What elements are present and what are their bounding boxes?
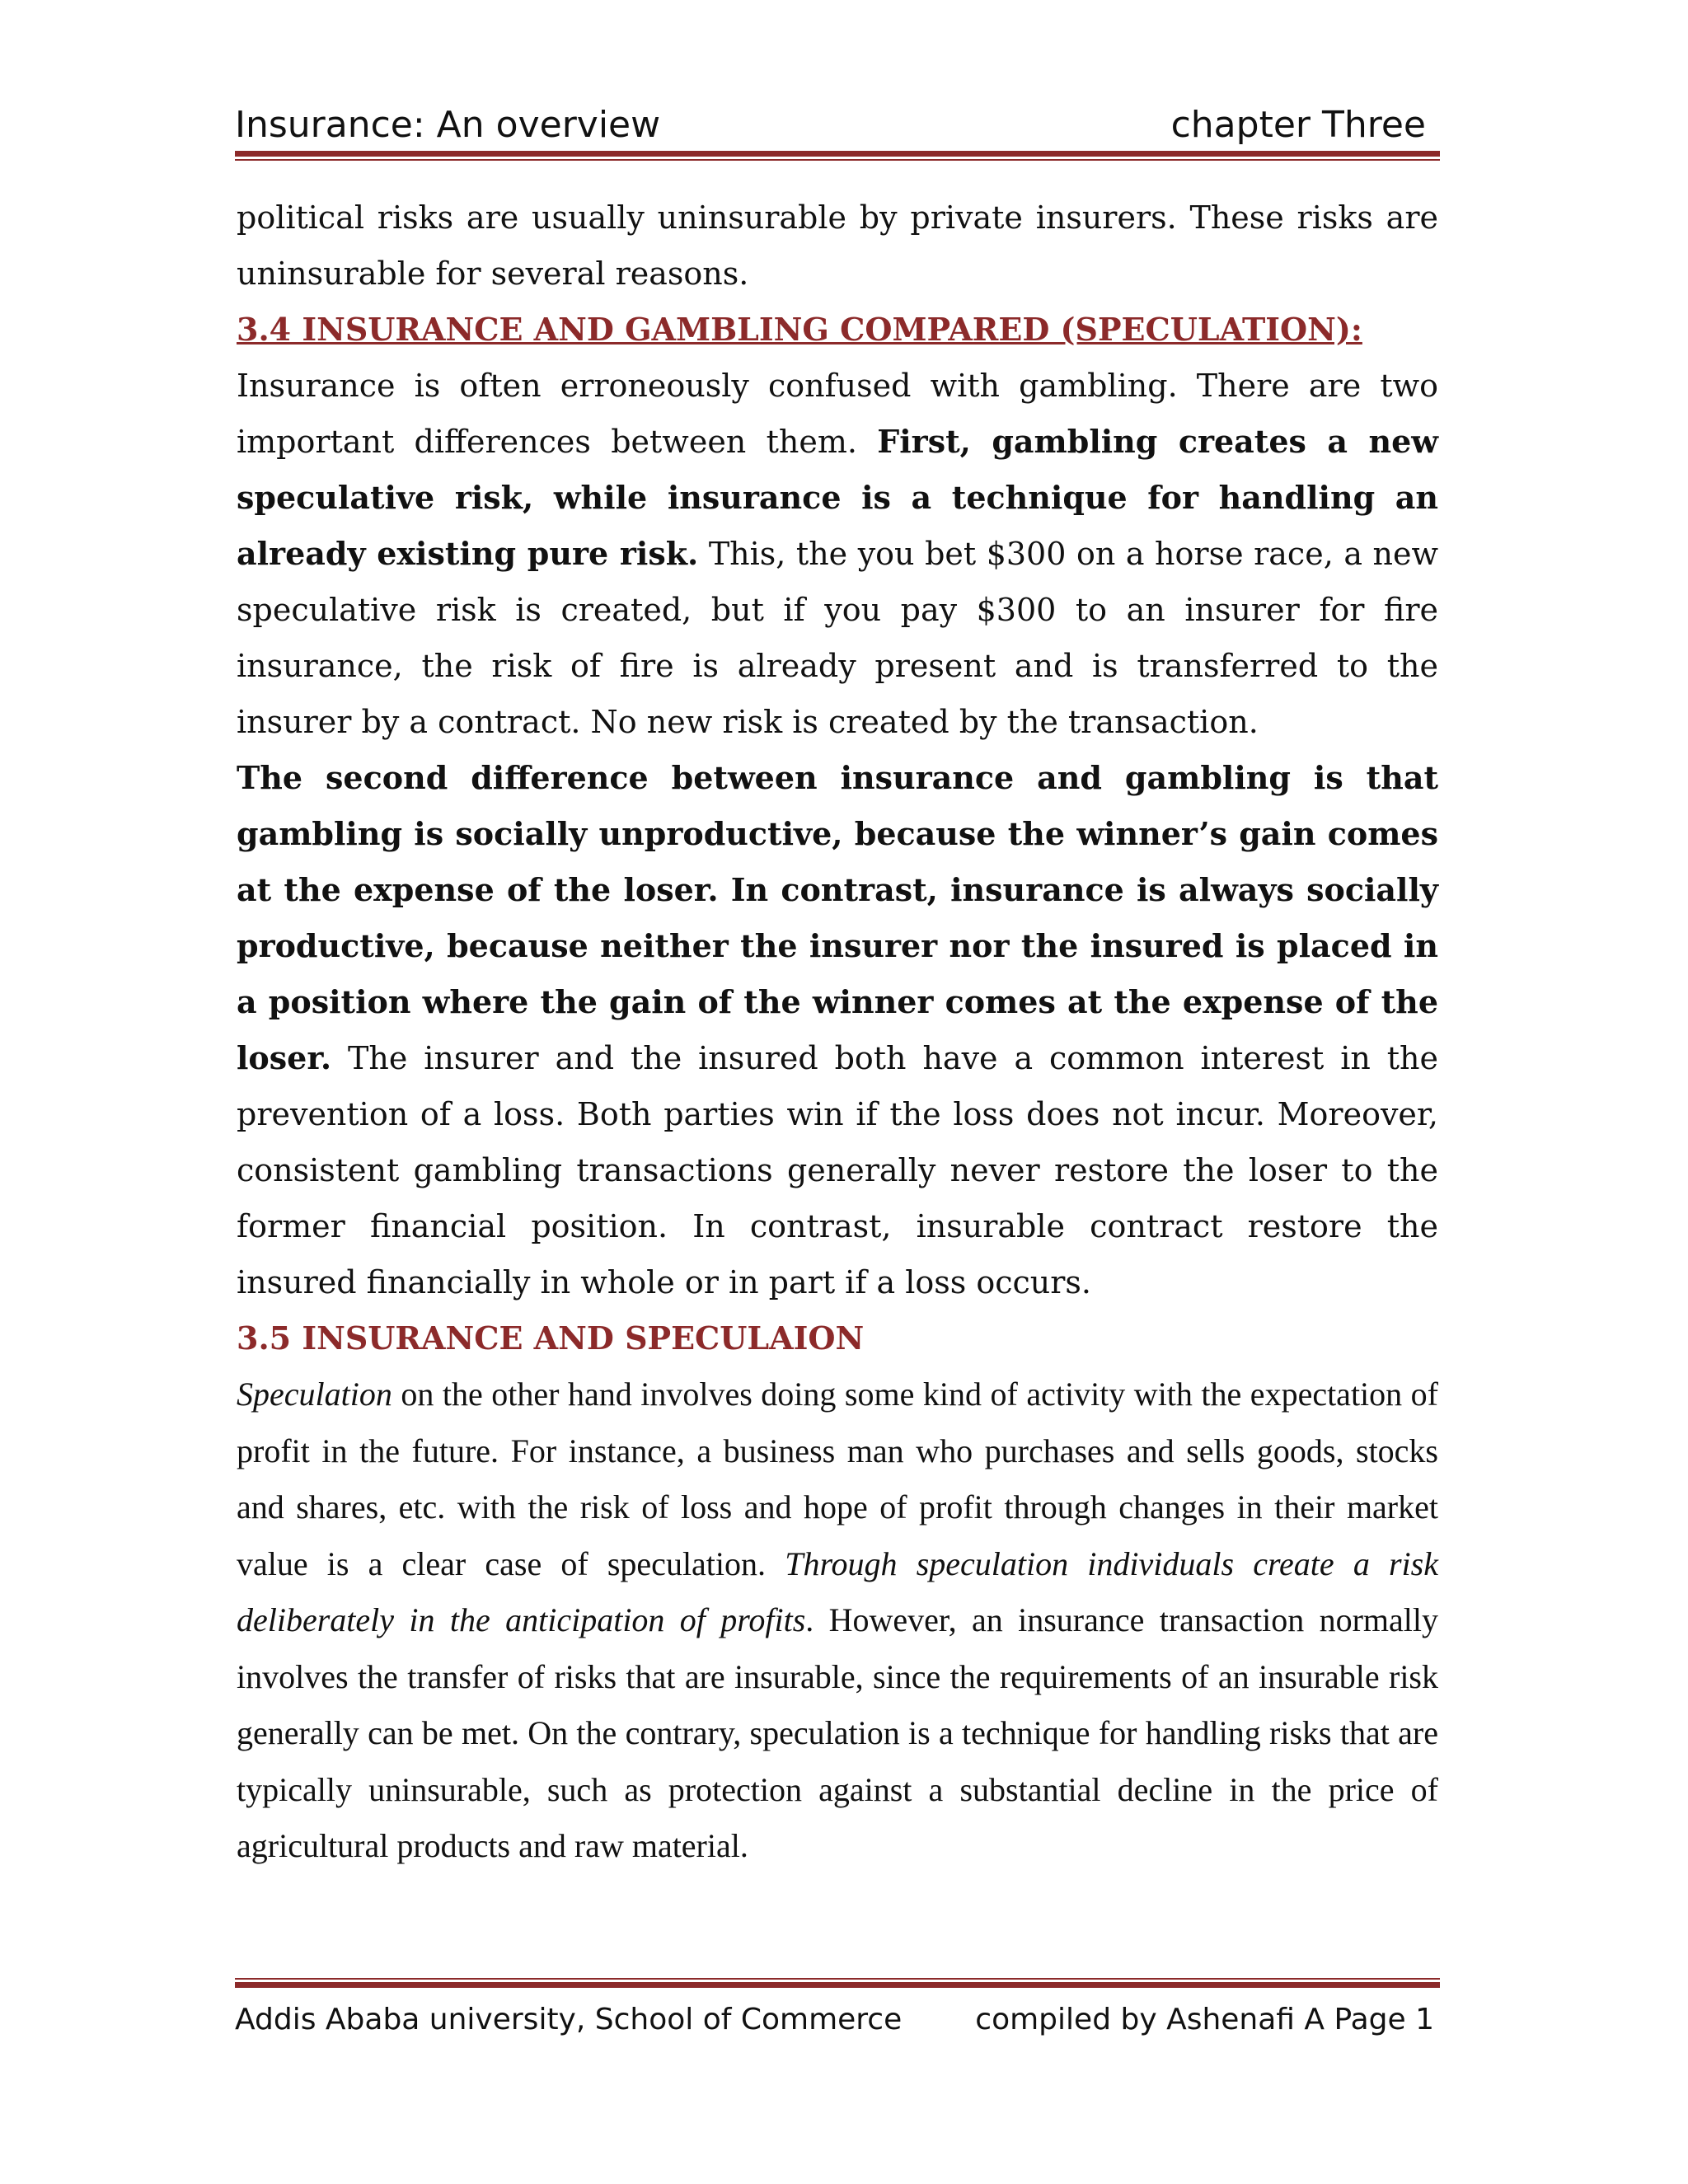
header-rule-thin (235, 159, 1440, 161)
footer-institution: Addis Ababa university, School of Commerce (235, 2003, 903, 2036)
footer-rule-thick (235, 1982, 1440, 1988)
page-header (235, 97, 1434, 155)
s35-text-2: . However, an insurance transaction normally involves the transfer of risks that are insurable, since the requirements of an insurable risk generally can be met. On the contrary, speculation is a technique for handling risks that are typically uninsurable, such as protection against a substantial decline in the price of agricultural products and raw material. (237, 1601, 1439, 1864)
header-title: Insurance: An overview (235, 104, 661, 146)
speculation-lead-italic: Speculation (237, 1376, 392, 1413)
s35-italic-mid: Through speculation individuals create a risk deliberately in the anticipation of profits (237, 1544, 1438, 1638)
section-3-5-paragraph (237, 1366, 1438, 1875)
section-3-4-paragraph-1 (237, 358, 1438, 750)
p1-bold-text: First, gambling creates a new speculative risk, while insurance is a technique for handling an already existing pure risk. (237, 423, 1438, 572)
s35-text-1: on the other hand involves doing some kind of activity with the expectation of profit in the future. For instance, a business man who purchases and sells goods, stocks and shares, etc. with the risk of loss and hope of profit through changes in their market value is a clear case of speculation. (237, 1376, 1438, 1582)
p1-intro-text: Insurance is often erroneously confused with gambling. There are two important differences between them. (237, 368, 1438, 460)
intro-text: political risks are usually uninsurable by private insurers. These risks are uninsurable for several reasons. (237, 199, 1438, 292)
footer-page-info: compiled by Ashenafi A Page 1 (975, 2003, 1434, 2036)
header-rule-thick (235, 151, 1440, 157)
page-body (237, 190, 1438, 1875)
section-3-4-paragraph-2 (237, 750, 1438, 1310)
p2-rest-text: The insurer and the insured both have a common interest in the prevention of a loss. Both parties win if the loss does not incur. Moreover, consistent gambling transactions generally never restore the loser to the former financial position. In contrast, insurable contract restore the insured financially in whole or in part if a loss occurs. (237, 1040, 1438, 1301)
p2-bold-text: The second difference between insurance and gambling is that gambling is socially unproductive, because the winner’s gain comes at the expense of the loser. In contrast, insurance is always socially productive, because neither the insurer nor the insured is placed in a position where the gain of the winner comes at the expense of the loser. (237, 759, 1438, 1076)
footer-rule-thin (235, 1978, 1440, 1980)
header-chapter: chapter Three (1170, 104, 1426, 146)
section-3-4-heading: 3.4 INSURANCE AND GAMBLING COMPARED (SPECULATION): (237, 311, 1362, 348)
section-3-5-heading: 3.5 INSURANCE AND SPECULAION (237, 1319, 865, 1357)
intro-paragraph (237, 190, 1438, 302)
p1-rest-text: This, the you bet $300 on a horse race, a new speculative risk is created, but if you pay $300 to an insurer for fire insurance, the risk of fire is already present and is transferred to the insurer by a contract. No new risk is created by the transaction. (237, 536, 1439, 740)
